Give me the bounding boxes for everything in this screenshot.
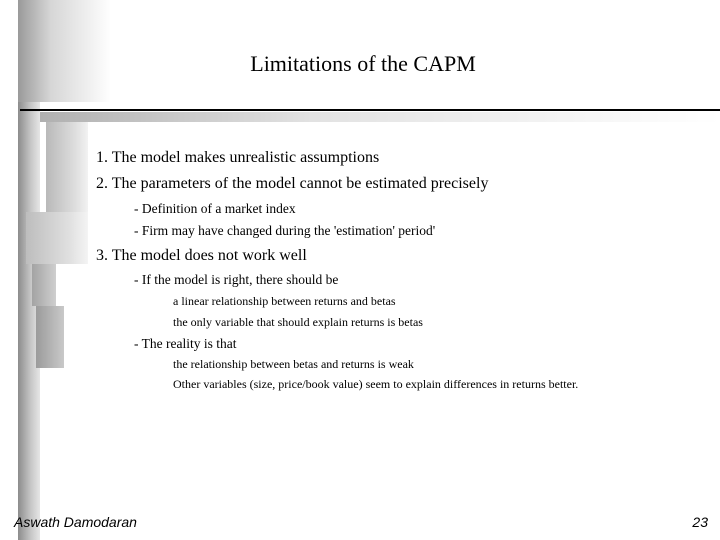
decor-bar-horizontal — [40, 112, 720, 122]
point-2-sub-2: - Firm may have changed during the 'estimation' period' — [134, 223, 436, 238]
point-3-sub-2: - The reality is that — [134, 336, 237, 351]
page-number: 23 — [692, 514, 708, 530]
point-1: 1. The model makes unrealistic assumptions — [96, 149, 380, 166]
point-3-sub-1: - If the model is right, there should be — [134, 272, 339, 287]
point-3-sub-1-detail-1: a linear relationship between returns and betas — [173, 294, 396, 308]
point-3-sub-2-detail-1: the relationship between betas and returns is weak — [173, 357, 414, 371]
footer-author: Aswath Damodaran — [14, 514, 137, 530]
decor-bar-block-4 — [36, 306, 64, 368]
decor-bar-block-2 — [26, 212, 88, 264]
decor-bar-block-3 — [32, 264, 56, 306]
point-3-sub-1-detail-2: the only variable that should explain returns is betas — [173, 315, 423, 329]
point-3: 3. The model does not work well — [96, 247, 307, 264]
point-3-sub-2-detail-2: Other variables (size, price/book value) seem to explain differences in returns better. — [173, 377, 579, 391]
point-2: 2. The parameters of the model cannot be estimated precisely — [96, 175, 489, 192]
decor-bar-block-1 — [46, 122, 88, 212]
slide-title: Limitations of the CAPM — [250, 51, 476, 76]
point-2-sub-1: - Definition of a market index — [134, 201, 296, 216]
title-divider — [20, 109, 720, 111]
